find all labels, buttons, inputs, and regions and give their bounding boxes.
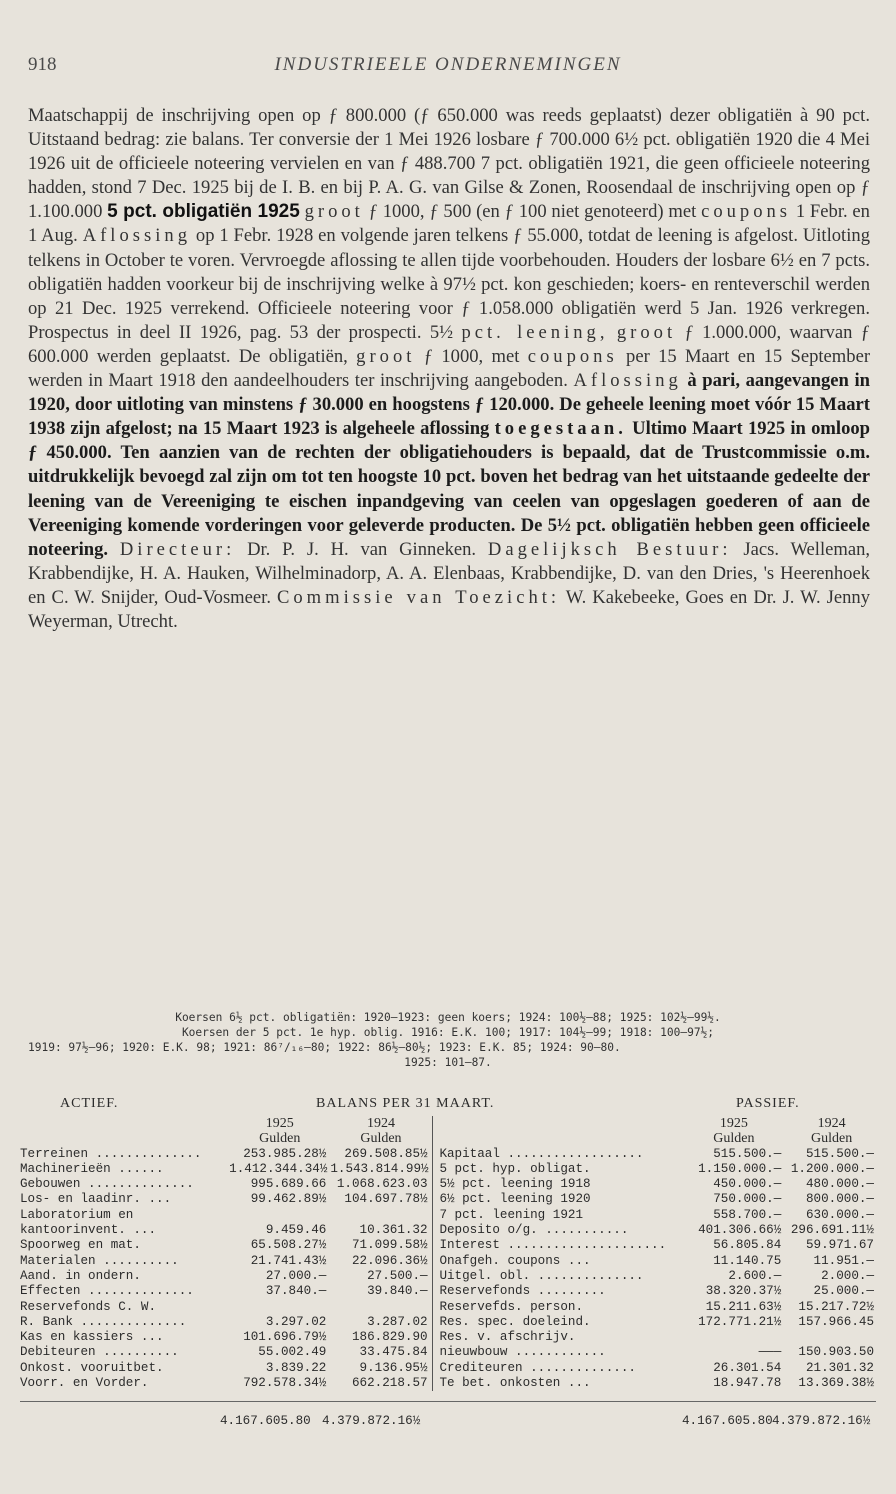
passief-1925-value — [680, 1330, 787, 1345]
actief-item: Machinerieën ...... — [20, 1161, 164, 1176]
actief-item: Onkost. vooruitbet. — [20, 1360, 164, 1375]
actief-1924-value: 662.218.57 — [351, 1376, 428, 1391]
koersen-line: 1919: 97½—96; 1920: E.K. 98; 1921: 86⁷/₁₆—80; 1922: 86½—80½; 1923: E.K. 85; 1924: 90—80. — [28, 1041, 621, 1054]
actief-item: Effecten .............. — [20, 1284, 194, 1299]
actief-1925-value: 101.696.79½ — [243, 1330, 327, 1345]
passief-item: Uitgel. obl. .............. — [439, 1268, 644, 1283]
actief-item: Reservefonds C. W. — [20, 1299, 157, 1314]
passief-1924-value: 515.500.— — [805, 1146, 874, 1161]
bond-heading: 5 pct. obligatiën 1925 — [107, 201, 300, 223]
actief-1925-value: 99.462.89½ — [250, 1192, 327, 1207]
table-row — [20, 1361, 876, 1376]
table-row — [20, 1330, 876, 1345]
passief-1924-value: 1.200.000.— — [790, 1161, 874, 1176]
spaced-term: Aflossing — [573, 370, 682, 392]
actief-label: ACTIEF. — [60, 1096, 119, 1111]
currency-header: Gulden — [713, 1131, 755, 1147]
spaced-term: pct. leening, — [461, 321, 609, 343]
text-run: ƒ 1.000.000, waarvan ƒ 600.000 werden geplaatst. De obligatiën, — [28, 321, 871, 367]
passief-1925-value: 18.947.78 — [713, 1376, 782, 1391]
passief-1925-value: 172.771.21½ — [698, 1314, 782, 1329]
koersen-line: Koersen 6½ pct. obligatiën: 1920—1923: geen koers; 1924: 100½—88; 1925: 102½—99½. — [175, 1011, 721, 1024]
passief-1924-value: 150.903.50 — [798, 1345, 874, 1360]
passief-1924-value: 59.971.67 — [805, 1238, 874, 1253]
actief-1924-value: 33.475.84 — [359, 1345, 428, 1360]
text-run-bold: Ultimo Maart 1925 in omloop ƒ 450.000. Ten aanzien van de rechten der obligatiehouders is bepaald, dat de Trustcommissie o.m. uitdrukkelijk bevoegd zal zijn om tot ten hoogste 10 pct. boven het bedrag van het uitstaande gedeelte der leening van de Vereeniging te eischen inpandgeving van ceelen van opgeslagen goederen of aan de Vereeniging komende vorderingen voor geleverde producten. De 5½ pct. obligatiën hebben geen officieele noteering. — [28, 418, 871, 560]
table-row — [20, 1345, 876, 1360]
actief-1924-value: 104.697.78½ — [344, 1192, 428, 1207]
passief-item: Onafgeh. coupons ... — [439, 1253, 591, 1268]
currency-header: Gulden — [811, 1131, 853, 1147]
spaced-term: coupons — [701, 201, 792, 223]
passief-item: Kapitaal .................. — [439, 1146, 644, 1161]
actief-1924-value: 22.096.36½ — [351, 1253, 428, 1268]
actief-1925-value: 253.985.28½ — [243, 1146, 327, 1161]
column-separator — [432, 1192, 439, 1207]
passief-item: Reservefonds ......... — [439, 1284, 606, 1299]
text-run: W. Kakebeeke, Goes en Dr. J. W. Jenny Weyerman, Utrecht. — [28, 586, 871, 632]
spaced-term: groot — [356, 345, 416, 367]
actief-item: Laboratorium en — [20, 1207, 134, 1222]
spaced-term: groot — [616, 321, 677, 343]
column-separator — [432, 1300, 439, 1315]
passief-1924-value: 157.966.45 — [798, 1314, 874, 1329]
text-run: per 15 Maart en 15 September werden in Maart 1918 den aandeelhouders ter inschrijving aangeboden. — [28, 345, 871, 392]
actief-1924-value: 1.543.814.99½ — [330, 1161, 429, 1176]
koersen-block — [28, 1010, 868, 1070]
passief-1924-value: 630.000.— — [805, 1207, 874, 1222]
actief-1924-value: 71.099.58½ — [351, 1238, 428, 1253]
actief-item: Materialen .......... — [20, 1253, 179, 1268]
actief-1924-value — [330, 1300, 432, 1315]
passief-item: Interest ..................... — [439, 1238, 667, 1253]
currency-header: Gulden — [259, 1131, 301, 1147]
column-separator — [432, 1147, 439, 1162]
actief-1924-value: 1.068.623.03 — [336, 1177, 428, 1192]
year-header: 1925 — [719, 1116, 748, 1131]
year-header: 1925 — [265, 1116, 294, 1131]
column-separator — [432, 1330, 439, 1345]
table-row — [20, 1208, 876, 1223]
actief-1924-value: 269.508.85½ — [344, 1146, 428, 1161]
actief-item: kantoorinvent. ... — [20, 1223, 157, 1238]
passief-label: PASSIEF. — [736, 1096, 800, 1111]
passief-item: Res. spec. doeleind. — [439, 1314, 591, 1329]
total-actief-1925: 4.167.605.80 — [220, 1414, 311, 1429]
page-number: 918 — [28, 54, 57, 75]
spaced-term: groot — [304, 201, 364, 223]
passief-item: Reservefds. person. — [439, 1299, 584, 1314]
passief-item: 7 pct. leening 1921 — [439, 1207, 584, 1222]
koersen-line: Koersen der 5 pct. 1e hyp. oblig. 1916: E.K. 100; 1917: 104½—99; 1918: 100—97½; — [181, 1026, 715, 1039]
actief-1925-value: 55.002.49 — [258, 1345, 327, 1360]
passief-1925-value: 515.500.— — [713, 1146, 782, 1161]
table-row — [20, 1284, 876, 1299]
balance-sheet — [20, 1096, 876, 1432]
actief-item: Los- en laadinr. ... — [20, 1192, 172, 1207]
passief-1924-value: 2.000.— — [821, 1268, 874, 1283]
passief-1925-value: 450.000.— — [713, 1177, 782, 1192]
column-separator — [432, 1376, 439, 1391]
actief-1925-value: 3.839.22 — [265, 1360, 327, 1375]
paragraph-intro: Maatschappij de inschrijving open op ƒ 800.000 (ƒ 650.000 was reeds geplaatst) dezer obligatiën à 90 pct. Uitstaand bedrag: zie balans. Ter conversie der 1 Mei 1926 losbare ƒ 700.000 6½ pct. obligatiën 1920 die 4 Mei 1926 uit de officieele noteering vervielen en van ƒ 488.700 7 pct. obligatiën 1921, die geen officieele noteering hadden, stond 7 Dec. 1925 bij de I. B. en bij P. A. G. van Gilse & Zonen, Roosendaal de inschrijving open op ƒ 1.100.000 — [28, 105, 870, 223]
spaced-term: Dagelijksch Bestuur: — [487, 538, 732, 560]
column-separator — [432, 1254, 439, 1269]
passief-1924-value: 15.217.72½ — [798, 1299, 874, 1314]
text-run-bold: à pari, aangevangen in 1920, door uitloting van minstens ƒ 30.000 en hoogstens ƒ 120.000. De geheele leening moet vóór 15 Maart 1938 zijn afgelost; na 15 Maart 1923 is algeheele aflossing — [28, 370, 870, 440]
spaced-term: toegestaan. — [494, 418, 627, 440]
passief-1925-value: 26.301.54 — [713, 1360, 782, 1375]
actief-item: Spoorweg en mat. — [20, 1238, 141, 1253]
column-separator — [432, 1208, 439, 1223]
passief-1924-value — [787, 1330, 876, 1345]
actief-1924-value: 10.361.32 — [359, 1223, 428, 1238]
spaced-term: Aflossing — [82, 225, 192, 247]
actief-1924-value — [330, 1208, 432, 1223]
passief-item: Te bet. onkosten ... — [439, 1376, 591, 1391]
table-row — [20, 1315, 876, 1330]
total-passief-1925: 4.167.605.80 — [682, 1414, 773, 1429]
passief-1924-value: 800.000.— — [805, 1192, 874, 1207]
passief-item: Res. v. afschrijv. — [439, 1330, 576, 1345]
passief-1925-value: 750.000.— — [713, 1192, 782, 1207]
passief-item: 6½ pct. leening 1920 — [439, 1192, 591, 1207]
body-text — [28, 104, 870, 634]
actief-1925-value: 65.508.27½ — [250, 1238, 327, 1253]
page-header — [28, 54, 868, 84]
text-run: op 1 Febr. 1928 en volgende jaren telkens ƒ 55.000, totdat de leening is afgelost. Uitloting telkens in October te voren. Vervroegde aflossing te allen tijde voorbehouden. Houders der losbare 6½ en 7 pcts. obligatiën hadden voorkeur bij de inschrijving welke à 97½ pct. kon geschieden; koers- en renteverschil werden op 21 Dec. 1925 verrekend. Officieele noteering voor ƒ 1.058.000 obligatiën werd 5 Jan. 1926 verkregen. Prospectus in deel II 1926, pag. 53 der prospecti. — [28, 225, 870, 343]
actief-1925-value: 27.000.— — [265, 1268, 327, 1283]
passief-1924-value: 11.951.— — [813, 1253, 874, 1268]
text-run: 5½ — [429, 321, 454, 343]
table-row — [20, 1254, 876, 1269]
balance-title-row — [20, 1096, 876, 1116]
actief-item: R. Bank .............. — [20, 1314, 187, 1329]
passief-1925-value: 11.140.75 — [713, 1253, 782, 1268]
column-separator — [432, 1345, 439, 1360]
passief-1925-value: 558.700.— — [713, 1207, 782, 1222]
column-separator — [432, 1223, 439, 1238]
actief-1924-value: 39.840.— — [367, 1284, 428, 1299]
balance-title: BALANS PER 31 MAART. — [316, 1096, 495, 1111]
passief-item: 5½ pct. leening 1918 — [439, 1177, 591, 1192]
passief-item: 5 pct. hyp. obligat. — [439, 1161, 591, 1176]
passief-1924-value: 13.369.38½ — [798, 1376, 874, 1391]
column-separator — [432, 1361, 439, 1376]
passief-1925-value: 15.211.63½ — [705, 1299, 782, 1314]
table-row — [20, 1162, 876, 1177]
actief-1925-value: 792.578.34½ — [243, 1376, 327, 1391]
table-row — [20, 1223, 876, 1238]
actief-1925-value: 1.412.344.34½ — [229, 1161, 328, 1176]
actief-item: Terreinen .............. — [20, 1146, 202, 1161]
actief-1925-value — [229, 1300, 330, 1315]
text-run: Jacs. Welleman, Krabbendijke, H. A. Hauken, Wilhelminadorp, A. A. Elenbaas, Krabbendijke, D. van den Dries, 's Heerenhoek en C. W. Snijder, Oud-Vosmeer. — [28, 538, 871, 608]
totals-row — [20, 1401, 876, 1432]
passief-item: Crediteuren .............. — [439, 1360, 636, 1375]
column-separator — [432, 1315, 439, 1330]
passief-1924-value: 21.301.32 — [805, 1360, 874, 1375]
passief-1925-value: 401.306.66½ — [698, 1223, 782, 1238]
currency-header: Gulden — [360, 1131, 402, 1147]
koersen-line: 1925: 101—87. — [404, 1056, 492, 1069]
actief-1924-value: 186.829.90 — [351, 1330, 428, 1345]
text-run: 1 Febr. en 1 Aug. — [28, 201, 870, 247]
passief-1925-value: 1.150.000.— — [698, 1161, 782, 1176]
text-run: ƒ 1000, ƒ 500 (en ƒ 100 niet genoteerd) met — [368, 201, 697, 223]
actief-1924-value: 9.136.95½ — [359, 1360, 428, 1375]
actief-1925-value: 3.297.02 — [265, 1314, 327, 1329]
actief-item: Kas en kassiers ... — [20, 1330, 164, 1345]
table-row — [20, 1376, 876, 1391]
passief-1925-value: 2.600.— — [728, 1268, 782, 1283]
actief-item: Aand. in ondern. — [20, 1268, 141, 1283]
table-row — [20, 1269, 876, 1284]
column-separator — [432, 1284, 439, 1299]
table-row — [20, 1147, 876, 1162]
actief-1925-value — [229, 1208, 330, 1223]
table-row — [20, 1300, 876, 1315]
column-separator — [432, 1238, 439, 1253]
actief-1925-value: 9.459.46 — [265, 1223, 327, 1238]
actief-item: Voorr. en Vorder. — [20, 1376, 149, 1391]
total-actief-1924: 4.379.872.16½ — [322, 1414, 421, 1429]
spaced-term: Directeur: — [119, 538, 236, 560]
table-row — [20, 1177, 876, 1192]
actief-item: Debiteuren .......... — [20, 1345, 179, 1360]
year-header: 1924 — [366, 1116, 395, 1131]
actief-1925-value: 37.840.— — [265, 1284, 327, 1299]
text-run: Dr. P. J. H. van Ginneken. — [247, 538, 477, 560]
text-run: ƒ 1000, met — [423, 345, 520, 367]
year-header-row — [20, 1116, 876, 1131]
table-row — [20, 1238, 876, 1253]
actief-1924-value: 27.500.— — [367, 1268, 428, 1283]
spaced-term: coupons — [527, 345, 618, 367]
column-separator — [432, 1162, 439, 1177]
currency-header-row — [20, 1131, 876, 1146]
passief-1925-value: ——— — [758, 1345, 782, 1360]
passief-item: nieuwbouw ............ — [439, 1345, 606, 1360]
passief-1925-value: 56.805.84 — [713, 1238, 782, 1253]
running-title: INDUSTRIEELE ONDERNEMINGEN — [274, 54, 622, 75]
balance-table — [20, 1116, 876, 1391]
actief-item: Gebouwen .............. — [20, 1177, 194, 1192]
passief-1924-value: 25.000.— — [813, 1284, 874, 1299]
passief-1924-value: 296.691.11½ — [790, 1223, 874, 1238]
column-separator — [432, 1177, 439, 1192]
table-row — [20, 1192, 876, 1207]
column-separator — [432, 1269, 439, 1284]
total-passief-1924: 4.379.872.16½ — [772, 1414, 871, 1429]
passief-item: Deposito o/g. ........... — [439, 1223, 629, 1238]
actief-1925-value: 995.689.66 — [250, 1177, 327, 1192]
actief-1925-value: 21.741.43½ — [250, 1253, 327, 1268]
actief-1924-value: 3.287.02 — [367, 1314, 428, 1329]
spaced-term: Commissie van Toezicht: — [276, 586, 561, 608]
passief-1924-value: 480.000.— — [805, 1177, 874, 1192]
passief-1925-value: 38.320.37½ — [705, 1284, 782, 1299]
year-header: 1924 — [817, 1116, 846, 1131]
